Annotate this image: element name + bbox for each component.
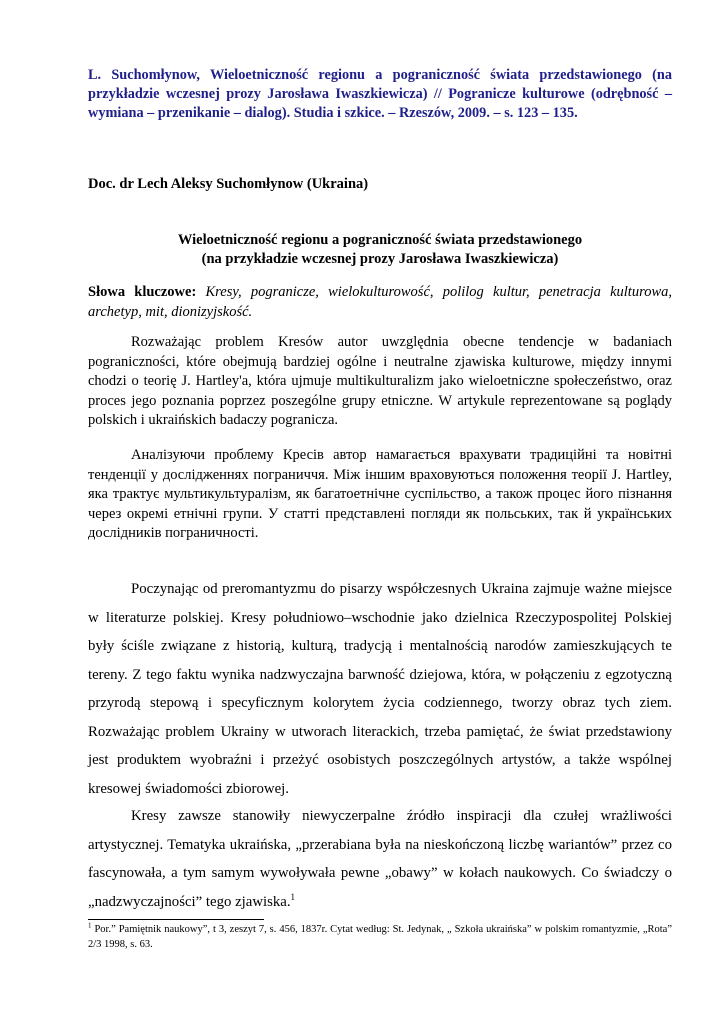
body-paragraph-1: Poczynając od preromantyzmu do pisarzy współczesnych Ukraina zajmuje ważne miejsce w literaturze polskiej. Kresy południowo–wschodnie jako dzielnica Rzeczypospolitej Polskiej były ściśle związane z historią, kulturą, tradycją i mentalnością narodów zamieszkujących te tereny. Z tego faktu wynika nadzwyczajna barwność dziejowa, która, w połączeniu z egzotyczną przyrodą stepową i specyficznym kolorytem życia codziennego, tworzy obraz tych ziem. Rozważając problem Ukrainy w utworach literackich, trzeba pamiętać, że świat przedstawiony jest produktem wyobraźni i przeżyć osobistych poszczególnych artystów, a także wspólnej kresowej świadomości zbiorowej.	[88, 581, 672, 797]
footnote	[88, 923, 672, 952]
bibliographic-citation: L. Suchomłynow, Wieloetniczność regionu a pograniczność świata przedstawionego (na przykładzie wczesnej prozy Jarosława Iwaszkiewicza) // Pogranicze kulturowe (odrębność – wymiana – przenikanie – dialog). Studia i szkice. – Rzeszów, 2009. – s. 123 – 135.	[88, 67, 672, 121]
keywords-list: Kresy, pogranicze, wielokulturowość, polilog kultur, penetracja kulturowa, archetyp, mit, dionizyjskość.	[88, 284, 672, 320]
article-title	[88, 231, 672, 269]
footnote-reference[interactable]: 1	[290, 891, 296, 902]
article-title-line-2: (na przykładzie wczesnej prozy Jarosława Iwaszkiewicza)	[201, 251, 559, 267]
footnote-number: 1	[88, 921, 92, 930]
body-paragraph-2	[88, 802, 672, 916]
author-line: Doc. dr Lech Aleksy Suchomłynow (Ukraina)	[88, 176, 369, 192]
footnote-separator	[88, 919, 264, 920]
abstract-polish: Rozważając problem Kresów autor uwzględnia obecne tendencje w badaniach pograniczności, które obejmują bardziej ogólne i neutralne zjawiska kulturowe, między innymi chodzi o teorię J. Hartley'a, która ujmuje multikulturalizm jako wieloetniczne społeczeństwo, oraz proces jego poznania poprzez poszególne grupy etniczne. W artykule reprezentowane są poglądy polskich i ukraińskich badaczy pogranicza.	[88, 334, 672, 428]
keywords-label: Słowa kluczowe:	[88, 284, 197, 300]
abstract-ukrainian: Аналізуючи проблему Кресів автор намагається врахувати традиційні та новітні тенденції у дослідженнях пограниччя. Між іншим враховуються положення теорії J. Hartley, яка трактує мультикультуралізм, як багатоетнічне суспільство, а також процес його пізнання через окремі етнічні групи. У статті представлені погляди як польських, так й українських дослідників пограничності.	[88, 447, 672, 541]
document-page	[88, 66, 672, 950]
article-title-line-1: Wieloetniczność regionu a pograniczność świata przedstawionego	[177, 232, 583, 248]
footnote-text: Por.” Pamiętnik naukowy”, t 3, zeszyt 7, s. 456, 1837r. Cytat według: St. Jedynak, „ Szkoła ukraińska” w polskim romantyzmie, „Rota” 2/3 1998, s. 63.	[88, 924, 672, 950]
keywords-paragraph	[88, 283, 672, 322]
body-paragraph-2-text: Kresy zawsze stanowiły niewyczerpalne źródło inspiracji dla czułej wrażliwości artystycznej. Tematyka ukraińska, „przerabiana była na nieskończoną liczbę wariantów” przez co fascynowała, a tym samym wywoływała pewne „obawy” w kołach naukowych. Co świadczy o „nadzwyczajności” tego zjawiska.	[88, 808, 672, 910]
